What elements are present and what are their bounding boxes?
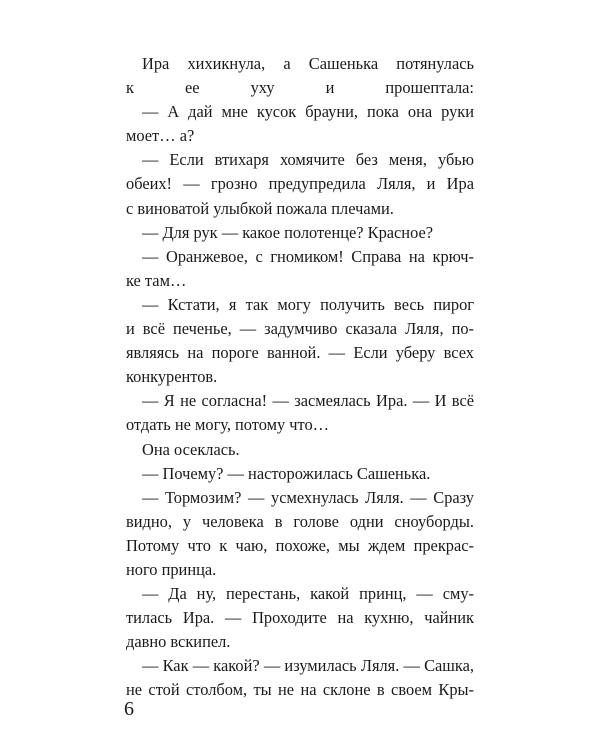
text-line-14: конкурентов. xyxy=(126,367,218,387)
text-line-12: и всё печенье, — задумчиво сказала Ляля, по- xyxy=(126,319,474,339)
text-line-18: — Почему? — насторожилась Сашенька. xyxy=(142,463,431,483)
text-line-13: являясь на пороге ванной. — Если уберу всех xyxy=(126,343,474,363)
text-line-20: видно, у человека в голове одни сноуборды. xyxy=(126,511,474,531)
text-line-24: тилась Ира. — Проходите на кухню, чайник xyxy=(126,608,474,628)
text-line-23: — Да ну, перестань, какой принц, — сму- xyxy=(142,584,474,604)
text-line-6: обеих! — грозно предупредила Ляля, и Ира xyxy=(126,174,474,194)
text-line-22: ного принца. xyxy=(126,559,217,579)
text-line-15: — Я не согласна! — засмеялась Ира. — И всё xyxy=(142,391,474,411)
text-line-17: Она осеклась. xyxy=(142,439,240,459)
text-line-2: к ее уху и прошептала: xyxy=(126,78,474,98)
text-line-25: давно вскипел. xyxy=(126,632,231,652)
text-line-8: — Для рук — какое полотенце? Красное? xyxy=(142,222,434,242)
text-line-19: — Тормозим? — усмехнулась Ляля. — Сразу xyxy=(142,487,474,507)
text-line-26: — Как — какой? — изумилась Ляля. — Сашка, xyxy=(142,656,474,676)
text-line-3: — А дай мне кусок брауни, пока она руки xyxy=(142,102,474,122)
text-line-21: Потому что к чаю, похоже, мы ждем прекрас- xyxy=(126,535,474,555)
text-line-16: отдать не могу, потому что… xyxy=(126,415,330,435)
text-line-5: — Если втихаря хомячите без меня, убью xyxy=(142,150,474,170)
text-line-7: с виноватой улыбкой пожала плечами. xyxy=(126,198,394,218)
text-line-10: ке там… xyxy=(126,270,187,290)
text-line-4: моет… а? xyxy=(126,126,195,146)
text-line-1: Ира хихикнула, а Сашенька потянулась xyxy=(142,54,474,73)
text-line-9: — Оранжевое, с гномиком! Справа на крюч- xyxy=(142,246,474,266)
text-line-27: не стой столбом, ты не на склоне в своем Кры- xyxy=(126,680,474,700)
page-number: 6 xyxy=(124,698,134,720)
text-line-11: — Кстати, я так могу получить весь пирог xyxy=(142,294,474,314)
body-text xyxy=(126,52,474,703)
